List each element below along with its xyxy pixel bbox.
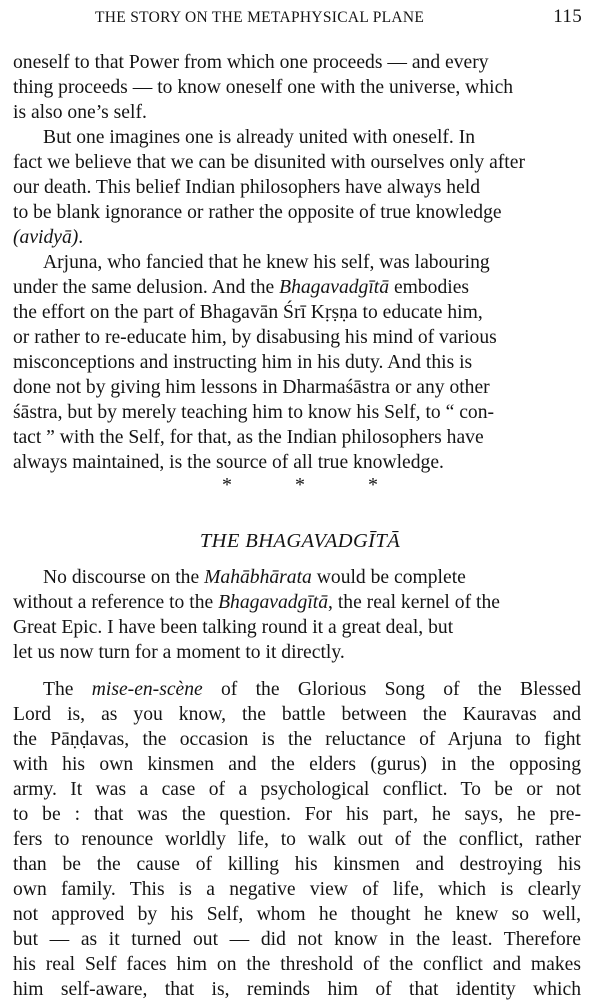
body-text-top bbox=[13, 50, 581, 475]
line: oneself to that Power from which one proceeds — and every bbox=[13, 52, 489, 73]
line: own family. This is a negative view of life, which is clearly bbox=[13, 879, 581, 900]
paragraph-5 bbox=[13, 677, 581, 1002]
line: (avidyā). bbox=[13, 227, 84, 248]
line: than be the cause of killing his kinsmen and destroying his bbox=[13, 854, 581, 875]
line: without a reference to the Bhagavadgītā, the real kernel of the bbox=[13, 592, 500, 613]
line: to be : that was the question. For his part, he says, he pre- bbox=[13, 804, 581, 825]
line: always maintained, is the source of all true knowledge. bbox=[13, 452, 444, 473]
running-head-title: THE STORY ON THE METAPHYSICAL PLANE bbox=[95, 9, 425, 26]
line: army. It was a case of a psychological conflict. To be or not bbox=[13, 779, 581, 800]
running-head bbox=[95, 6, 582, 28]
paragraph-3 bbox=[13, 250, 581, 475]
line: tact ” with the Self, for that, as the Indian philosophers have bbox=[13, 427, 484, 448]
line: No discourse on the Mahābhārata would be complete bbox=[43, 567, 466, 588]
paragraph-4 bbox=[13, 565, 581, 665]
section-heading: THE BHAGAVADGĪTĀ bbox=[199, 530, 401, 552]
line: the Pāṇḍavas, the occasion is the reluctance of Arjuna to fight bbox=[13, 729, 581, 750]
line: misconceptions and instructing him in his duty. And this is bbox=[13, 352, 473, 373]
line: let us now turn for a moment to it directly. bbox=[13, 642, 345, 663]
section-separator: * * * bbox=[222, 474, 378, 496]
line: fers to renounce worldly life, to walk out of the conflict, rather bbox=[13, 829, 581, 850]
paragraph-1 bbox=[13, 50, 581, 125]
line: not approved by his Self, whom he thought he knew so well, bbox=[13, 904, 581, 925]
page-number: 115 bbox=[553, 6, 582, 27]
line: his real Self faces him on the threshold of the conflict and makes bbox=[13, 954, 581, 975]
line: our death. This belief Indian philosophers have always held bbox=[13, 177, 481, 198]
line: with his own kinsmen and the elders (gurus) in the opposing bbox=[13, 754, 581, 775]
line: śāstra, but by merely teaching him to know his Self, to “ con- bbox=[13, 402, 495, 423]
line: to be blank ignorance or rather the opposite of true knowledge bbox=[13, 202, 502, 223]
line: under the same delusion. And the Bhagavadgītā embodies bbox=[13, 277, 470, 298]
line: The mise-en-scène of the Glorious Song of the Blessed bbox=[43, 679, 581, 700]
paragraph-gap bbox=[13, 665, 581, 677]
line: Great Epic. I have been talking round it a great deal, but bbox=[13, 617, 454, 638]
line: the effort on the part of Bhagavān Śrī Kṛṣṇa to educate him, bbox=[13, 302, 483, 323]
line: or rather to re-educate him, by disabusing his mind of various bbox=[13, 327, 497, 348]
line: But one imagines one is already united with oneself. In bbox=[43, 127, 476, 148]
paragraph-2 bbox=[13, 125, 581, 250]
body-text-bottom bbox=[13, 565, 581, 1002]
line: thing proceeds — to know oneself one with the universe, which bbox=[13, 77, 514, 98]
line: fact we believe that we can be disunited with ourselves only after bbox=[13, 152, 525, 173]
line: him self-aware, that is, reminds him of that identity which bbox=[13, 979, 581, 1000]
line: is also one’s self. bbox=[13, 102, 147, 123]
line: done not by giving him lessons in Dharmaśāstra or any other bbox=[13, 377, 490, 398]
line: but — as it turned out — did not know in the least. Therefore bbox=[13, 929, 581, 950]
line: Lord is, as you know, the battle between the Kauravas and bbox=[13, 704, 581, 725]
line: Arjuna, who fancied that he knew his self, was labouring bbox=[43, 252, 490, 273]
